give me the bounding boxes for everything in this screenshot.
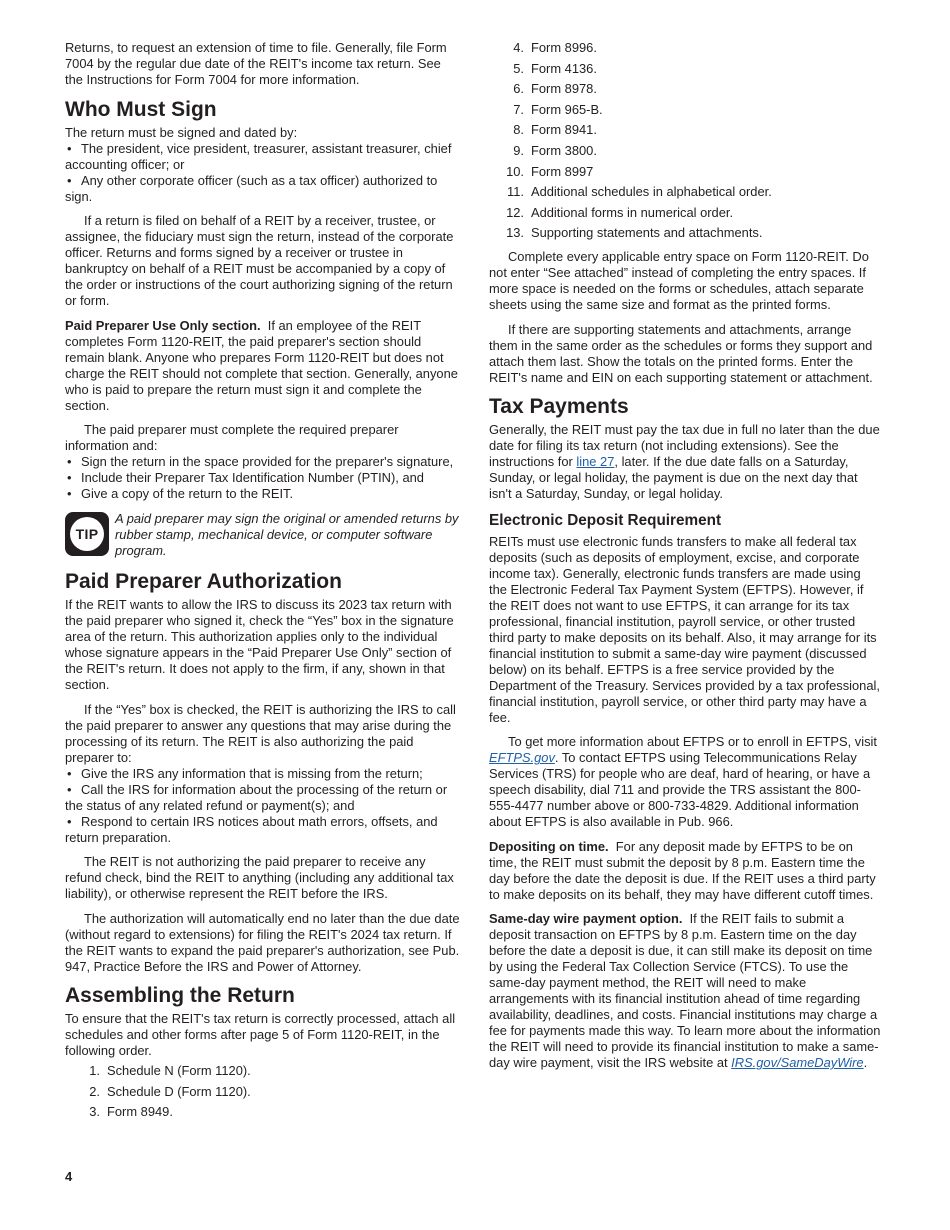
ppa-bullet-1: • Give the IRS any information that is missing from the return; [65, 766, 462, 782]
ppa-paragraph-4: The authorization will automatically end no later than the due date (without regard to extensions) for filing the REIT's 2024 tax return. If the REIT wants to expand the paid preparer's authorization, see Pub. 947, Practice Before the IRS and Power of Attorney. [65, 910, 460, 974]
same-day-wire-paragraph: Same-day wire payment option. If the REIT fails to submit a deposit transaction on EFTPS by 8 p.m. Eastern time on the day before the date a deposit is due, it can still make its deposit on time by using the Federal Tax Collection Service (FTCS). To use the same-day payment method, the REIT will need to make arrangements with its financial institution ahead of time regarding availability, deadlines, and costs. Financial institutions may charge a fee for payments made this way. To learn more about the information the REIT will need to provide its financial institution to make a same-day wire payment, visit the IRS website at IRS.gov/SameDayWire. [489, 911, 881, 1071]
tax-payments-paragraph: Generally, the REIT must pay the tax due in full no later than the due date for filing its tax return (not including extensions). See the instructions for line 27, later. If the due date falls on a Saturday, Sunday, or legal holiday, the payment is due on the next day that isn't a Saturday, Sunday, or legal holiday. [489, 422, 880, 502]
tip-icon: TIP [65, 512, 109, 556]
page-number: 4 [65, 1169, 73, 1184]
list-item: 13. Supporting statements and attachments. [506, 225, 763, 241]
list-item: 5. Form 4136. [513, 60, 597, 76]
preparer-bullet-3: • Give a copy of the return to the REIT. [65, 486, 462, 502]
paid-preparer-paragraph: Paid Preparer Use Only section. If an employee of the REIT completes Form 1120-REIT, the paid preparer's section should remain blank. Anyone who prepares Form 1120-REIT but does not charge the REIT should not complete that section. Generally, anyone who is paid to prepare the return must sign it and complete the section. [65, 317, 458, 413]
heading-paid-preparer-authorization: Paid Preparer Authorization [65, 570, 342, 593]
edr-paragraph-2: To get more information about EFTPS or to enroll in EFTPS, visit EFTPS.gov. To contact EFTPS using Telecommunications Relay Services (TRS) for people who are deaf, hard of hearing, or have a speech disability, dial 711 and provide the TRS assistant the 800-555-4477 number above or 800-733-4829. Additional information about EFTPS is also available in Pub. 966. [489, 734, 877, 830]
ppa-bullet-3: • Respond to certain IRS notices about math errors, offsets, and return preparation. [65, 814, 462, 846]
heading-assembling-the-return: Assembling the Return [65, 984, 295, 1007]
list-item: 9. Form 3800. [513, 142, 597, 158]
list-item: 6. Form 8978. [513, 81, 597, 97]
same-day-wire-link[interactable]: IRS.gov/SameDayWire [731, 1055, 864, 1071]
list-item: 11. Additional schedules in alphabetical order. [507, 184, 772, 200]
list-item: 12. Additional forms in numerical order. [506, 204, 734, 220]
list-item: 1. Schedule N (Form 1120). [89, 1063, 251, 1078]
sign-bullet-1: • The president, vice president, treasurer, assistant treasurer, chief accounting officer; or [65, 141, 462, 173]
sign-bullet-2: • Any other corporate officer (such as a tax officer) authorized to sign. [65, 173, 462, 205]
tip-text: A paid preparer may sign the original or amended returns by rubber stamp, mechanical device, or computer software program. [115, 511, 459, 558]
intro-paragraph: Returns, to request an extension of time to file. Generally, file Form 7004 by the regular due date of the REIT's income tax return. See the Instructions for Form 7004 for more information. [65, 40, 447, 87]
preparer-bullet-1: • Sign the return in the space provided for the preparer's signature, [65, 454, 462, 470]
preparer-must-complete: The paid preparer must complete the required preparer information and: [65, 422, 399, 453]
assembling-list-right [489, 40, 882, 241]
assembling-paragraph-2: Complete every applicable entry space on Form 1120-REIT. Do not enter “See attached” instead of completing the entry spaces. If more space is needed on the forms or schedules, attach separate sheets using the same size and format as the printed forms. [489, 249, 869, 313]
paid-preparer-runin-heading: Paid Preparer Use Only section. [65, 317, 261, 333]
heading-tax-payments: Tax Payments [489, 395, 629, 419]
list-item: 10. Form 8997 [506, 163, 594, 179]
depositing-runin-heading: Depositing on time. [489, 838, 609, 854]
ppa-paragraph-3: The REIT is not authorizing the paid preparer to receive any refund check, bind the REIT to anything (including any additional tax liability), or otherwise represent the REIT before the IRS. [65, 854, 454, 901]
ppa-paragraph-2: If the “Yes” box is checked, the REIT is authorizing the IRS to call the paid preparer to answer any questions that may arise during the processing of its return. The REIT is also authorizing the paid preparer to: [65, 701, 456, 765]
ppa-paragraph-1: If the REIT wants to allow the IRS to discuss its 2023 tax return with the paid preparer who signed it, check the “Yes” box in the signature area of the return. This authorization applies only to the individual whose signature appears in the “Paid Preparer Use Only” section of the REIT's return. It does not apply to the firm, if any, shown in that section. [65, 597, 454, 692]
list-item: 8. Form 8941. [513, 122, 597, 138]
heading-who-must-sign: Who Must Sign [65, 97, 217, 121]
list-item: 2. Schedule D (Form 1120). [89, 1083, 251, 1099]
right-column [489, 40, 882, 1080]
depositing-paragraph: Depositing on time. For any deposit made by EFTPS to be on time, the REIT must submit the deposit by 8 p.m. Eastern time the day before the date the deposit is due. If the REIT uses a third party to make deposits on its behalf, they may have different cutoff times. [489, 838, 876, 902]
list-item: 3. Form 8949. [89, 1104, 173, 1120]
fiduciary-paragraph: If a return is filed on behalf of a REIT by a receiver, trustee, or assignee, the fiduciary must sign the return, instead of the corporate officer. Returns and forms signed by a receiver or trustee in bankruptcy on behalf of a REIT must be accompanied by a copy of the order or instructions of the court authorizing signing of the return or form. [65, 213, 454, 308]
tip-box [65, 511, 462, 559]
left-column [65, 40, 462, 1128]
ppa-bullet-2: • Call the IRS for information about the processing of the return or the status of any related refund or payment(s); and [65, 782, 462, 814]
assembling-paragraph: To ensure that the REIT's tax return is correctly processed, attach all schedules and other forms after page 5 of Form 1120-REIT, in the following order. [65, 1011, 456, 1058]
sign-intro: The return must be signed and dated by: [65, 124, 298, 140]
preparer-bullet-2: • Include their Preparer Tax Identification Number (PTIN), and [65, 470, 462, 486]
edr-paragraph-1: REITs must use electronic funds transfers to make all federal tax deposits (such as deposits of employment, excise, and corporate income tax). Generally, electronic funds transfers are made using the Electronic Federal Tax Payment System (EFTPS). However, if the REIT does not want to use EFTPS, it can arrange for its tax professional, financial institution, payroll service, or other trusted third party to make deposits on its behalf. Also, it may arrange for its financial institution to submit a same-day wire payment (discussed below) on its behalf. EFTPS is a free service provided by the Department of the Treasury. Services provided by a tax professional, financial institution, payroll service, or other third party may have a fee. [489, 533, 880, 725]
list-item: 7. Form 965-B. [513, 101, 603, 117]
assembling-list-left [65, 1063, 462, 1120]
list-item: 4. Form 8996. [513, 40, 597, 55]
heading-electronic-deposit-requirement: Electronic Deposit Requirement [489, 511, 722, 529]
eftps-link[interactable]: EFTPS.gov [489, 750, 555, 766]
line-27-link[interactable]: line 27 [576, 454, 615, 470]
same-day-wire-runin-heading: Same-day wire payment option. [489, 911, 683, 927]
assembling-paragraph-3: If there are supporting statements and attachments, arrange them in the same order as the schedules or forms they support and attach them last. Show the totals on the printed forms. Enter the REIT's name and EIN on each supporting statement or attachment. [489, 321, 873, 385]
